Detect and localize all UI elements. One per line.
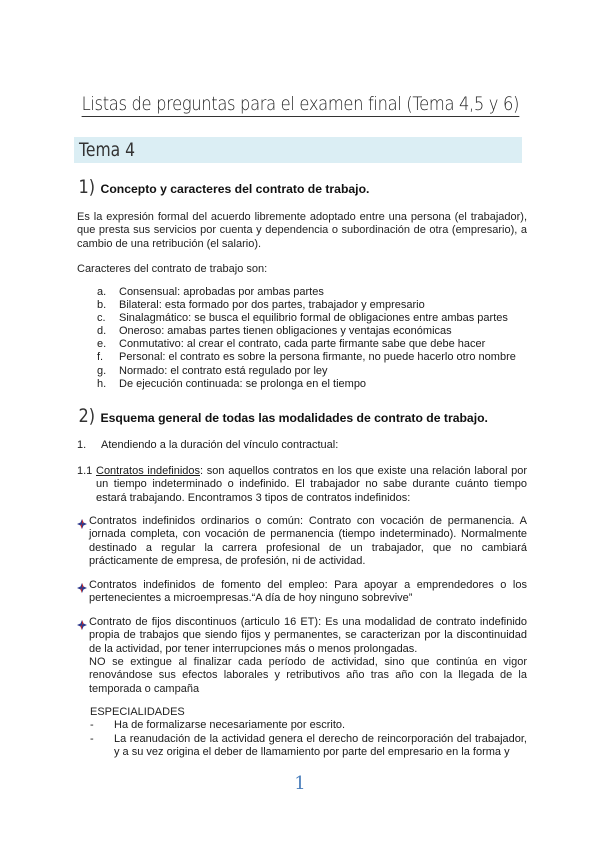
list-item: e. Conmutativo: al crear el contrato, cada parte firmante sabe que debe hacer <box>97 338 486 351</box>
section-2-heading <box>77 405 488 427</box>
tema-heading: Tema 4 <box>79 139 136 161</box>
caracteres-list <box>77 286 527 391</box>
page-number: 1 <box>294 773 306 794</box>
document-title: Listas de preguntas para el examen final (Tema 4,5 y 6) <box>81 93 519 115</box>
especialidad-item: - Ha de formalizarse necesariamente por escrito. <box>90 719 346 731</box>
tema-heading-bar <box>74 137 522 163</box>
bullet-item: Contratos indefinidos de fomento del empleo: Para apoyar a emprendedores o los pertenecientes a microempresas.“A día de hoy ninguno sobrevive” <box>77 579 527 606</box>
point-1: 1. Atendiendo a la duración del vínculo contractual: <box>77 439 339 451</box>
list-item: h. De ejecución continuada: se prolonga en el tiempo <box>97 377 367 390</box>
list-item: g. Normado: el contrato está regulado por ley <box>97 364 328 377</box>
point-1-1: 1.1 Contratos indefinidos: son aquellos contratos en los que existe una relación laboral por un tiempo indeterminado o indefinido. El trabajador no sabe durante cuánto tiempo estará trabajando. Encontramos 3 tipos de contratos indefinidos: <box>77 465 528 504</box>
definition-paragraph: Es la expresión formal del acuerdo libremente adoptado entre una persona (el trabajador), que presta sus servicios por cuenta y dependencia o subordinación de otra (empresario), a cambio de una retribución (el salario). <box>77 211 527 250</box>
no-extingue-paragraph: NO se extingue al finalizar cada período de actividad, sino que continúa en vigor renovándose sus efectos laborales y retributivos año tras año con la llegada de la temporada o campaña <box>89 656 527 695</box>
caracteres-intro: Caracteres del contrato de trabajo son: <box>77 263 268 275</box>
list-item: b. Bilateral: esta formado por dos partes, trabajador y empresario <box>97 299 425 312</box>
list-item: a. Consensual: aprobadas por ambas partes <box>97 286 324 298</box>
arrow-bullet-icon <box>77 515 89 568</box>
section-2-number: 2) <box>78 405 96 427</box>
section-2-title: Esquema general de todas las modalidades de contrato de trabajo. <box>100 411 488 425</box>
section-1-title: Concepto y caracteres del contrato de trabajo. <box>100 182 370 196</box>
list-item: f. Personal: el contrato es sobre la persona firmante, no puede hacerlo otro nombre <box>97 351 516 364</box>
arrow-bullet-icon <box>77 616 89 656</box>
bullet-item: Contratos indefinidos ordinarios o común: Contrato con vocación de permanencia. A jornada completa, con vocación de permanencia (tiempo indeterminado). Normalmente destinado a regular la carrera profesional de un trabajador, que no cambiará prácticamente de empresa, de profesión, ni de actividad. <box>77 515 527 568</box>
section-1-number: 1) <box>78 176 96 198</box>
bullet-item: Contrato de fijos discontinuos (articulo 16 ET): Es una modalidad de contrato indefinido propia de trabajos que siendo fijos y permanentes, se caracterizan por la discontinuidad de la actividad, por tener interrupciones más o menos prolongadas. <box>77 616 527 656</box>
especialidades-heading: ESPECIALIDADES <box>90 706 185 718</box>
list-item: d. Oneroso: amabas partes tienen obligaciones y ventajas económicas <box>97 325 452 338</box>
especialidad-item: - La reanudación de la actividad genera el derecho de reincorporación del trabajador, y a su vez origina el deber de llamamiento por parte del empresario en la forma y <box>90 733 527 759</box>
arrow-bullet-icon <box>77 579 89 606</box>
contratos-indefinidos-label: Contratos indefinidos <box>96 465 200 477</box>
section-1-heading <box>77 176 369 198</box>
list-item: c. Sinalagmático: se busca el equilibrio formal de obligaciones entre ambas partes <box>97 312 508 325</box>
